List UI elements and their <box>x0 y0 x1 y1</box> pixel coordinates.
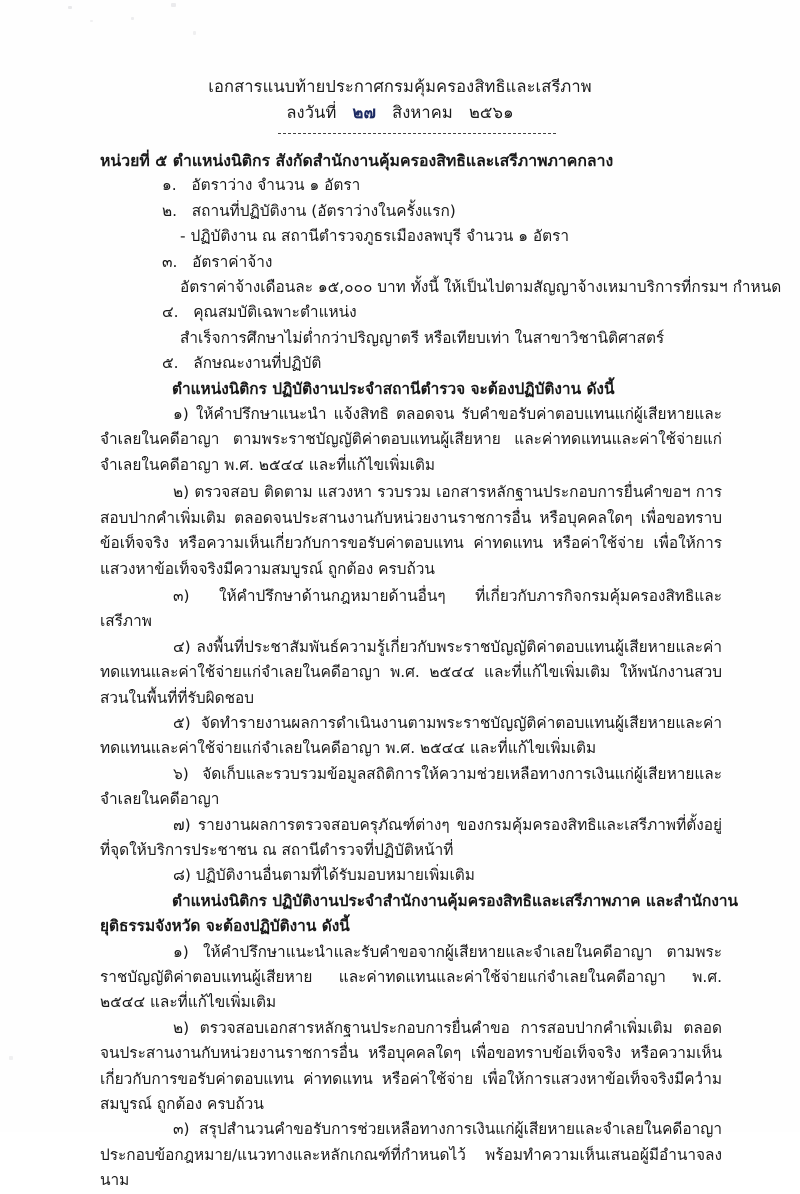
list-item <box>100 300 722 325</box>
duty-paragraph: ๓) ให้คำปรึกษาด้านกฎหมายด้านอื่นๆ ที่เกี่ยวกับภารกิจกรมคุ้มครองสิทธิและเสรีภาพ <box>100 586 722 631</box>
item-number: ๑. <box>162 176 177 195</box>
item-number: ๒. <box>162 201 178 220</box>
duty-paragraph: ๔) ลงพื้นที่ประชาสัมพันธ์ความรู้เกี่ยวกับพระราชบัญญัติค่าตอบแทนผู้เสียหายและค่าทดแทนและค่าใช้จ่ายแก่จำเลยในคดีอาญา พ.ศ. ๒๕๔๔ และที่แก้ไขเพิ่มเติม ให้พนักงานสวบสวนในพื้นที่ที่รับผิดชอบ <box>100 637 722 707</box>
list-item <box>100 351 722 376</box>
item-detail: อัตราค่าจ้างเดือนละ ๑๕,๐๐๐ บาท ทั้งนี้ ให้เป็นไปตามสัญญาจ้างเหมาบริการที่กรมฯ กำหนด <box>180 278 782 297</box>
document-header <box>0 74 800 126</box>
document-body <box>100 148 782 1194</box>
header-title-line: เอกสารแนบท้ายประกาศกรมคุ้มครองสิทธิและเสรีภาพ <box>208 77 592 96</box>
section-b-heading-line1: ตำแหน่งนิติกร ปฏิบัติงานประจำสำนักงานคุ้มครองสิทธิและเสรีภาพภาค และสำนักงาน <box>172 891 739 910</box>
duty-paragraph: ๗) รายงานผลการตรวจสอบครุภัณฑ์ต่างๆ ของกรมคุ้มครองสิทธิและเสรีภาพที่ตั้งอยู่ที่จุดให้บริการประชาชน ณ สถานีตำรวจที่ปฏิบัติหน้าที่ <box>100 815 722 859</box>
scan-speck <box>9 1056 13 1060</box>
list-item <box>100 199 722 224</box>
scan-speck <box>131 17 134 20</box>
duty-paragraph: ๑) ให้คำปรึกษาแนะนำและรับคำขอจากผู้เสียหายและจำเลยในคดีอาญา ตามพระราชบัญญัติค่าตอบแทนผู้เสียหาย และค่าทดแทนและค่าใช้จ่ายแก่จำเลยในคดีอาญา พ.ศ. ๒๕๔๔ และที่แก้ไขเพิ่มเติม <box>100 942 722 1012</box>
scan-speck <box>193 31 196 35</box>
date-day-stamp: ๒๗ <box>352 103 376 122</box>
duty-paragraph: ๕) จัดทำรายงานผลการดำเนินงานตามพระราชบัญญัติค่าตอบแทนผู้เสียหายและค่าทดแทนและค่าใช้จ่ายแก่จำเลยในคดีอาญา พ.ศ. ๒๕๔๔ และที่แก้ไขเพิ่มเติม <box>100 713 722 758</box>
scan-speck <box>171 3 176 7</box>
date-prefix: ลงวันที่ <box>286 103 337 122</box>
scan-speck <box>90 20 93 22</box>
item-title: อัตราว่าง จำนวน ๑ อัตรา <box>191 176 361 195</box>
item-number: ๓. <box>162 252 178 271</box>
duty-paragraph: ๑) ให้คำปรึกษาแนะนำ แจ้งสิทธิ ตลอดจน รับคำขอรับค่าตอบแทนแก่ผู้เสียหายและจำเลยในคดีอาญา ตามพระราชบัญญัติค่าตอบแทนผู้เสียหาย และค่าทดแทนและค่าใช้จ่ายแก่จำเลยในคดีอาญา พ.ศ. ๒๕๔๔ และที่แก้ไขเพิ่มเติม <box>100 405 722 474</box>
date-year: ๒๕๖๑ <box>468 103 514 122</box>
list-item <box>100 173 722 198</box>
duty-paragraph: ๓) สรุปสำนวนคำขอรับการช่วยเหลือทางการเงินแก่ผู้เสียหายและจำเลยในคดีอาญาประกอบข้อกฎหมาย/แนวทางและหลักเกณฑ์ที่กำหนดไว้ พร้อมทำความเห็นเสนอผู้มีอำนาจลงนาม <box>100 1120 722 1190</box>
item-detail: สำเร็จการศึกษาไม่ต่ำกว่าปริญญาตรี หรือเทียบเท่า ในสาขาวิชานิติศาสตร์ <box>180 328 665 347</box>
item-number: ๔. <box>162 303 179 322</box>
duty-paragraph: ๒) ตรวจสอบ ติดตาม แสวงหา รวบรวม เอกสารหลักฐานประกอบการยื่นคำขอฯ การสอบปากคำเพิ่มเติม ตลอดจนประสานงานกับหน่วยงานราชการอื่น หรือบุคคลใดๆ เพื่อขอทราบข้อเท็จจริง หรือความเห็นเกี่ยวกับการขอรับค่าตอบแทน ค่าทดแทน หรือค่าใช้จ่าย เพื่อให้การแสวงหาข้อเท็จจริงมีความสมบูรณ์ ถูกต้อง ครบถ้วน <box>100 483 722 578</box>
header-date-line <box>0 100 800 126</box>
item-title: อัตราค่าจ้าง <box>192 252 273 271</box>
item-detail: - ปฏิบัติงาน ณ สถานีตำรวจภูธรเมืองลพบุรี จำนวน ๑ อัตรา <box>180 227 570 246</box>
item-title: สถานที่ปฏิบัติงาน (อัตราว่างในครั้งแรก) <box>191 201 456 220</box>
dashed-separator <box>278 133 556 134</box>
item-title: คุณสมบัติเฉพาะตำแหน่ง <box>193 303 357 322</box>
section-b-heading-line2: ยุติธรรมจังหวัด จะต้องปฏิบัติงาน ดังนี้ <box>100 917 350 936</box>
unit-heading: หน่วยที่ ๕ ตำแหน่งนิติกร สังกัดสำนักงานคุ้มครองสิทธิและเสรีภาพภาคกลาง <box>100 151 614 170</box>
list-item <box>100 250 722 275</box>
section-a-heading: ตำแหน่งนิติกร ปฏิบัติงานประจำสถานีตำรวจ จะต้องปฏิบัติงาน ดังนี้ <box>172 379 615 398</box>
item-title: ลักษณะงานที่ปฏิบัติ <box>193 354 322 373</box>
scan-speck <box>68 6 72 9</box>
duty-paragraph: ๖) จัดเก็บและรวบรวมข้อมูลสถิติการให้ความช่วยเหลือทางการเงินแก่ผู้เสียหายและจำเลยในคดีอาญา <box>100 764 722 809</box>
item-number: ๕. <box>162 354 179 373</box>
duty-paragraph: ๒) ตรวจสอบเอกสารหลักฐานประกอบการยื่นคำขอ การสอบปากคำเพิ่มเติม ตลอดจนประสานงานกับหน่วยงานราชการอื่น หรือบุคคลใดๆ เพื่อขอทราบข้อเท็จจริง หรือความเห็นเกี่ยวกับการขอรับค่าตอบแทน ค่าทดแทน หรือค่าใช้จ่าย เพื่อให้การแสวงหาข้อเท็จจริงมีความสมบูรณ์ ถูกต้อง ครบถ้วน <box>100 1018 722 1114</box>
duty-paragraph: ๘) ปฏิบัติงานอื่นตามที่ได้รับมอบหมายเพิ่มเติม <box>173 866 475 885</box>
date-month: สิงหาคม <box>392 103 453 122</box>
